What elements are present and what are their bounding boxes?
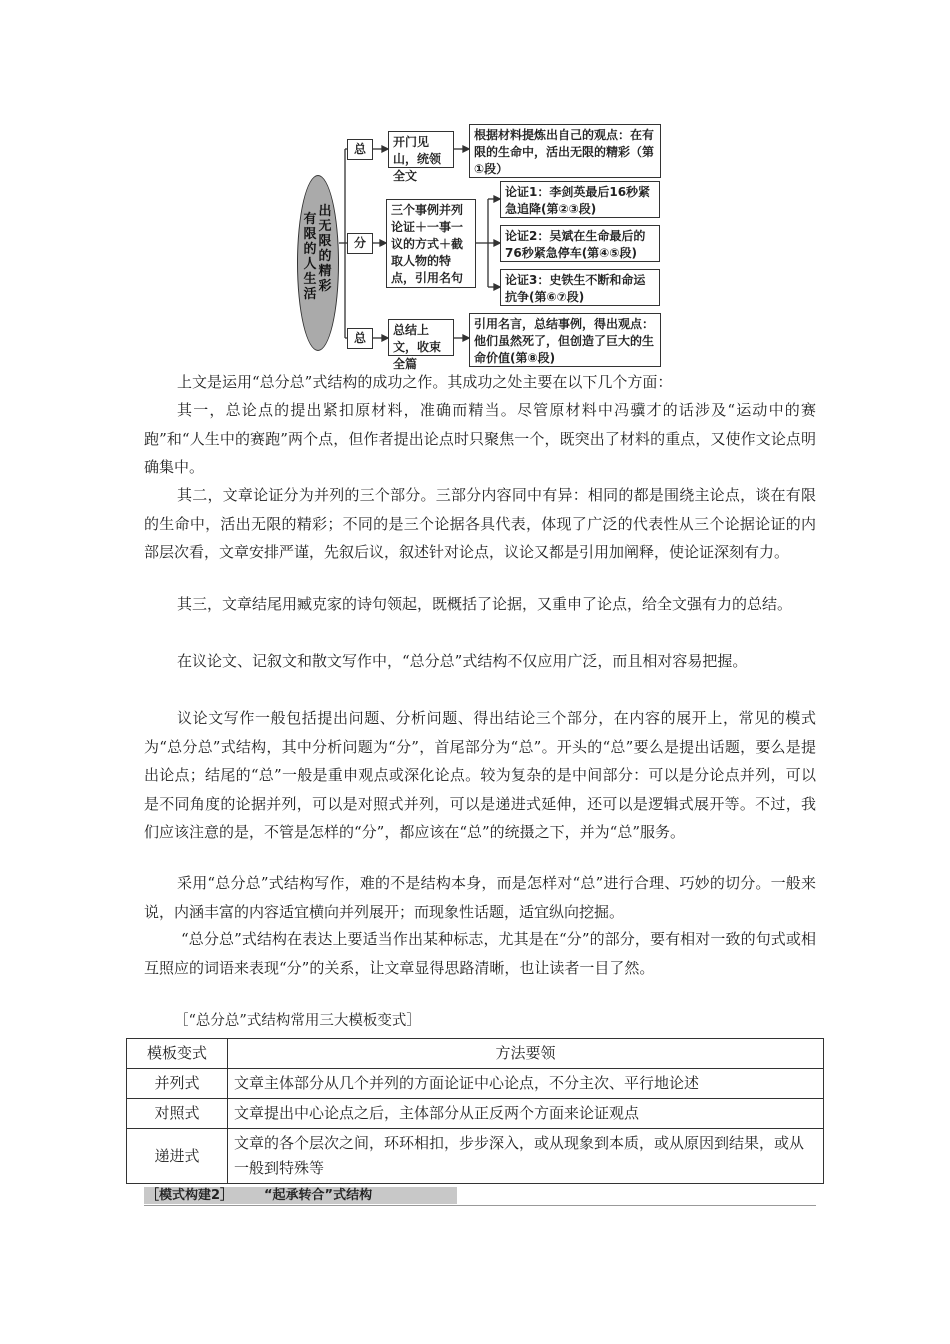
- paragraph-intro: 上文是运用“总分总”式结构的成功之作。其成功之处主要在以下几个方面：: [177, 373, 673, 391]
- table-caption: ［“总分总”式结构常用三大模板变式］: [174, 1013, 421, 1029]
- table-header-cell: 模板变式: [127, 1039, 228, 1069]
- table-cell: 并列式: [127, 1069, 228, 1099]
- branch-desc-intro: 开门见山，统领全文: [388, 131, 454, 168]
- branch-tag-intro: 总: [347, 139, 373, 160]
- paragraph-point-1: 其一，总论点的提出紧扣原材料，准确而精当。尽管原材料中冯骥才的话涉及“运动中的赛跑”和“人生中的赛跑”两个点，但作者提出论点时只聚焦一个，既突出了材料的重点，又使作文论点明确集中。: [144, 401, 816, 476]
- table-row: [127, 1099, 824, 1129]
- branch-tag-conclusion: 总: [347, 328, 373, 349]
- template-table: [126, 1038, 824, 1184]
- detail-argument-2: 论证2：吴斌在生命最后的76秒紧急停车(第④⑤段): [500, 225, 660, 262]
- table-row: [127, 1069, 824, 1099]
- table-cell: 文章提出中心论点之后，主体部分从正反两个方面来论证观点: [228, 1099, 824, 1129]
- paragraph-point-2: 其二，文章论证分为并列的三个部分。三部分内容同中有异：相同的都是围绕主论点，谈在有限的生命中，活出无限的精彩；不同的是三个论据各具代表，体现了广泛的代表性从三个论据论证的内部层次看，文章安排严谨，先叙后议，叙述针对论点，议论又都是引用加阐释，使论证深刻有力。: [144, 486, 816, 561]
- table-cell: 对照式: [127, 1099, 228, 1129]
- section-label: ［模式构建2］: [146, 1188, 234, 1203]
- branch-tag-body: 分: [347, 233, 373, 254]
- branch-desc-conclusion: 总结上文，收束全篇: [388, 319, 454, 356]
- table-header-row: [127, 1039, 824, 1069]
- detail-argument-3: 论证3：史铁生不断和命运抗争(第⑥⑦段): [500, 269, 660, 306]
- detail-conclusion: 引用名言，总结事例，得出观点：他们虽然死了，但创造了巨大的生命价值(第⑧段): [469, 313, 661, 367]
- section-rule: [144, 1205, 816, 1206]
- paragraph-general: 在议论文、记叙文和散文写作中，“总分总”式结构不仅应用广泛，而且相对容易把握。: [177, 652, 748, 670]
- table-cell: 文章主体部分从几个并列的方面论证中心论点，不分主次、平行地论述: [228, 1069, 824, 1099]
- table-cell: 递进式: [127, 1129, 228, 1184]
- branch-desc-body: 三个事例并列论证＋一事一议的方式＋截取人物的特点，引用名句: [386, 199, 476, 288]
- table-header-cell: 方法要领: [228, 1039, 824, 1069]
- detail-argument-1: 论证1：李剑英最后16秒紧急追降(第②③段): [500, 181, 660, 218]
- paragraph-markers: “总分总”式结构在表达上要适当作出某种标志，尤其是在“分”的部分，要有相对一致的句式或相互照应的词语来表现“分”的关系，让文章显得思路清晰，也让读者一目了然。: [144, 930, 816, 977]
- paragraph-point-3: 其三，文章结尾用臧克家的诗句领起，既概括了论据，又重申了论点，给全文强有力的总结。: [177, 595, 793, 613]
- table-cell: 文章的各个层次之间，环环相扣，步步深入，或从现象到本质，或从原因到结果，或从一般到特殊等: [228, 1129, 824, 1184]
- root-col-2: 有限的人生活: [303, 212, 317, 302]
- detail-intro: 根据材料提炼出自己的观点：在有限的生命中，活出无限的精彩（第①段）: [469, 124, 661, 178]
- root-col-1: 出无限的精彩: [318, 204, 332, 294]
- paragraph-division: 采用“总分总”式结构写作，难的不是结构本身，而是怎样对“总”进行合理、巧妙的切分。一般来说，内涵丰富的内容适宜横向并列展开；而现象性话题，适宜纵向挖掘。: [144, 874, 816, 921]
- paragraph-argument-structure: 议论文写作一般包括提出问题、分析问题、得出结论三个部分，在内容的展开上，常见的模式为“总分总”式结构，其中分析问题为“分”，首尾部分为“总”。开头的“总”要么是提出话题，要么是提出论点；结尾的“总”一般是重申观点或深化论点。较为复杂的是中间部分：可以是分论点并列，可以是不同角度的论据并列，可以是对照式并列，可以是递进式延伸，还可以是逻辑式展开等。不过，我们应该注意的是，不管是怎样的“分”，都应该在“总”的统摄之下，并为“总”服务。: [144, 709, 816, 841]
- section-title: “起承转合”式结构: [264, 1188, 373, 1203]
- section-band: [144, 1187, 457, 1204]
- table-row: [127, 1129, 824, 1184]
